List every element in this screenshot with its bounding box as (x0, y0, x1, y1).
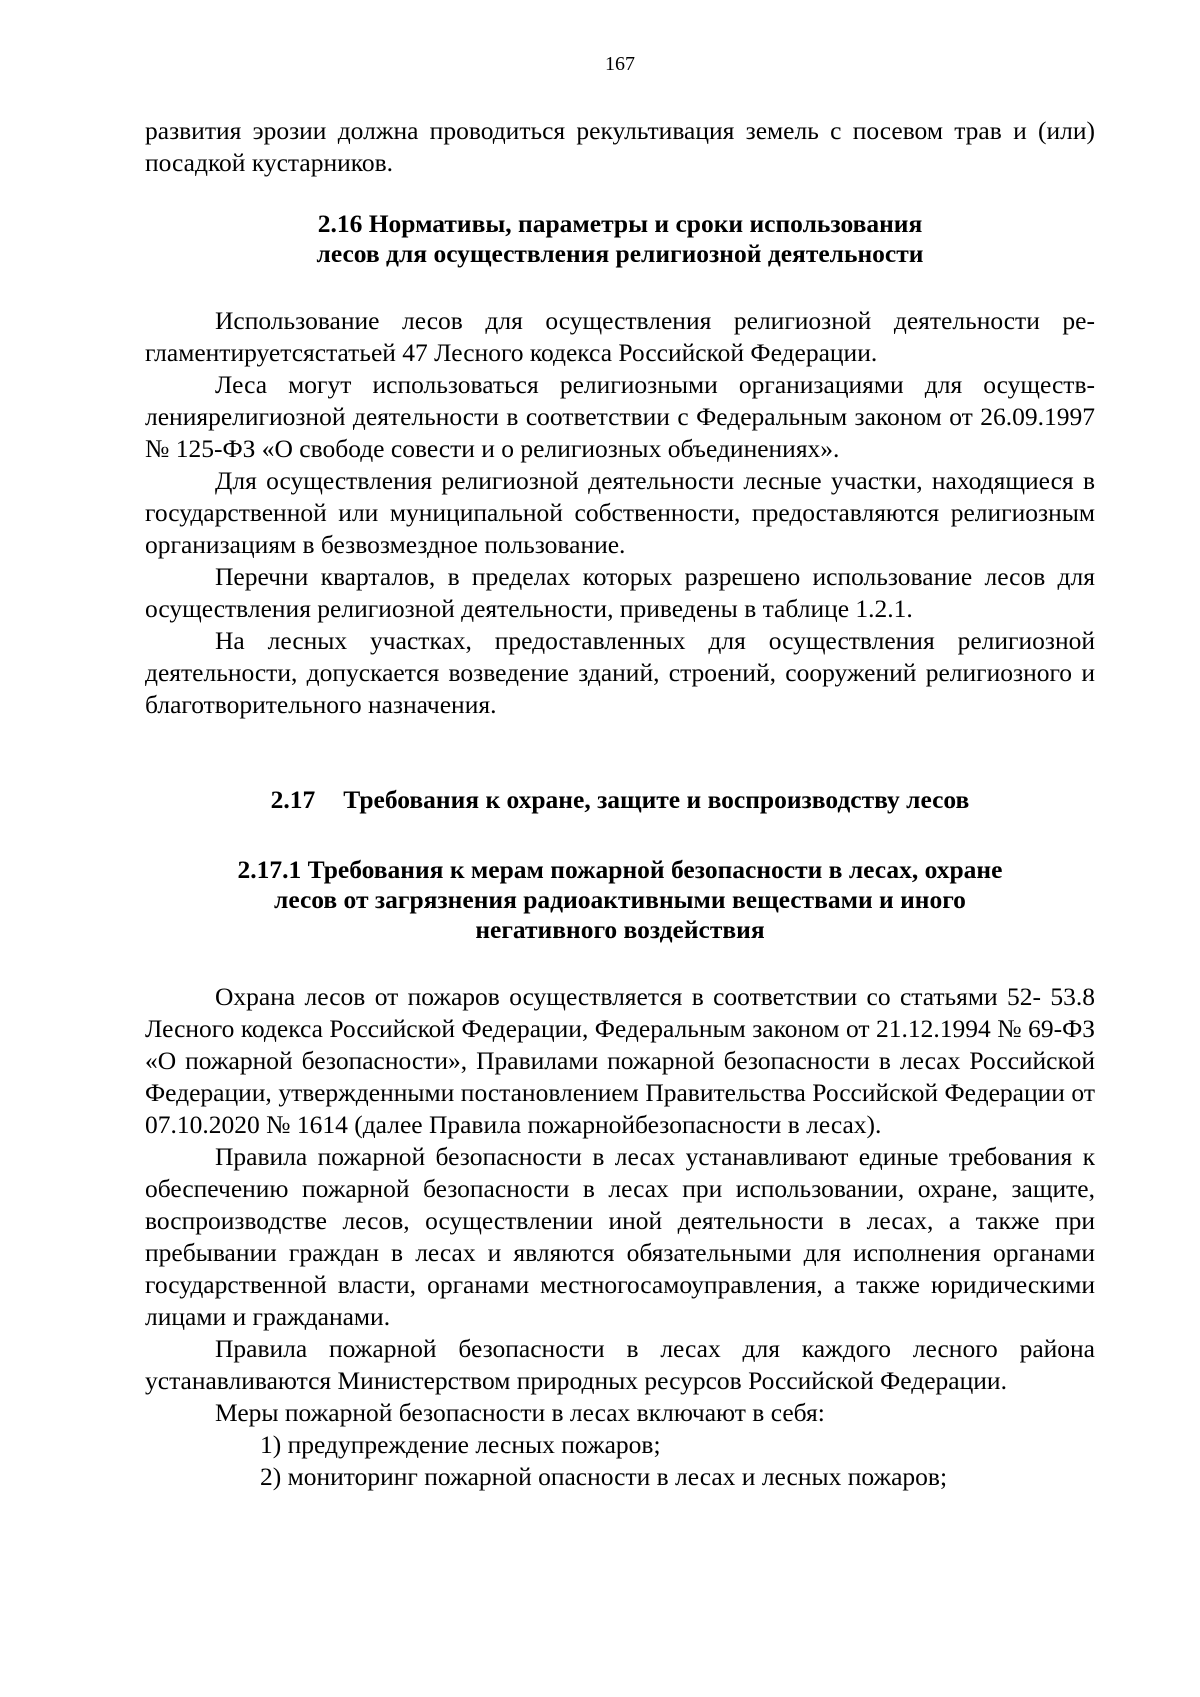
section-2-17-heading (145, 785, 1095, 815)
section-2-17-1-heading-line2: лесов от загрязнения радиоактивными веществами и иного (274, 885, 966, 914)
section-2-17-number: 2.17 (270, 785, 316, 814)
section-2-17-1-heading-line3: негативного воздействия (475, 915, 765, 944)
section-2-16-paragraph-4: Перечни кварталов, в пределах которых разрешено использование лесов для осуществления религиозной деятельности, приведены в таблице 1.2.1. (145, 562, 1095, 623)
section-2-16-heading (145, 209, 1095, 269)
section-2-16-heading-line1: 2.16 Нормативы, параметры и сроки использования (317, 209, 923, 238)
section-2-16-paragraph-2: Леса могут использоваться религиозными организациями для осуществлениярелигиозной деятельности в соответствии с Федеральным законом от 26.09.1997 № 125-ФЗ «О свободе совести и о религиозных объединениях». (145, 370, 1095, 463)
section-2-16-paragraph-5: На лесных участках, предоставленных для осуществления религиозной деятельности, допускается возведение зданий, строений, сооружений религиозного и благотворительного назначения. (145, 626, 1095, 719)
section-2-17-1-paragraph-2: Правила пожарной безопасности в лесах устанавливают единые требования к обеспечению пожарной безопасности в лесах при использовании, охране, защите, воспроизводстве лесов, осуществлении иной деятельности в лесах, а также при пребывании граждан в лесах и являются обязательными для исполнения органами государственной власти, органами местногосамоуправления, а также юридическими лицами и гражданами. (145, 1142, 1095, 1331)
section-2-17-1-paragraph-3: Правила пожарной безопасности в лесах для каждого лесного района устанавливаются Министерством природных ресурсов Российской Федерации. (145, 1334, 1095, 1395)
page-number: 167 (605, 53, 635, 75)
section-2-16-heading-line2: лесов для осуществления религиозной деятельности (316, 239, 924, 268)
section-2-17-1-paragraph-4: Меры пожарной безопасности в лесах включают в себя: (215, 1398, 825, 1427)
continuation-paragraph: развития эрозии должна проводиться рекультивация земель с посевом трав и (или) посадкой кустарников. (145, 116, 1095, 177)
section-2-17-title: Требования к охране, защите и воспроизводству лесов (343, 785, 970, 814)
page-content (145, 115, 1095, 1493)
section-2-16-paragraph-3: Для осуществления религиозной деятельности лесные участки, находящиеся в государственной или муниципальной собственности, предоставляются религиозным организациям в безвозмездное пользование. (145, 466, 1095, 559)
section-2-17-1-heading-line1: 2.17.1 Требования к мерам пожарной безопасности в лесах, охране (237, 855, 1003, 884)
section-2-17-1-heading (145, 855, 1095, 945)
list-item: 2) мониторинг пожарной опасности в лесах и лесных пожаров; (260, 1462, 948, 1491)
list-item: 1) предупреждение лесных пожаров; (260, 1430, 661, 1459)
section-2-16-paragraph-1: Использование лесов для осуществления религиозной деятельности регламентируетсястатьей 47 Лесного кодекса Российской Федерации. (145, 306, 1095, 367)
section-2-17-1-paragraph-1: Охрана лесов от пожаров осуществляется в соответствии со статьями 52- 53.8 Лесного кодекса Российской Федерации, Федеральным законом от 21.12.1994 № 69-ФЗ «О пожарной безопасности», Правилами пожарной безопасности в лесах Российской Федерации, утвержденными постановлением Правительства Российской Федерации от 07.10.2020 № 1614 (далее Правила пожарнойбезопасности в лесах). (145, 982, 1095, 1139)
